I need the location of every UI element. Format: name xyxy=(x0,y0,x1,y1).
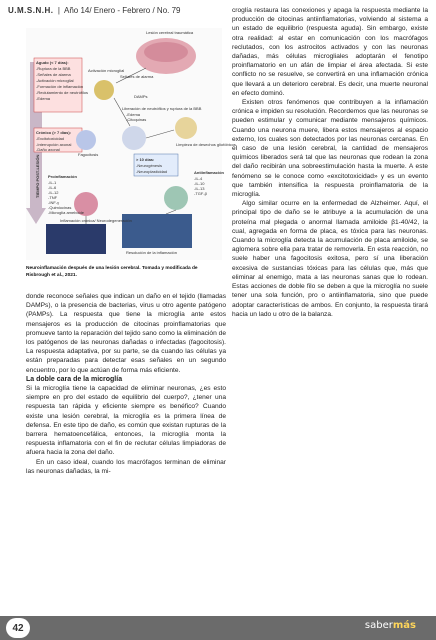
chronic-item: -Excitotoxicidad xyxy=(36,136,65,141)
phagocyte-icon xyxy=(76,130,96,150)
antiinflammation-item: -IL-4 xyxy=(194,176,203,181)
antiinflammation-item: -TGF-β xyxy=(194,191,207,196)
phagocytosis-label: Fagocitosis xyxy=(78,152,99,157)
proinflammation-item: -Microglia ameboide xyxy=(48,210,85,215)
mid-sub: -Edema xyxy=(126,112,141,117)
left-paragraph-2: Si la microglía tiene la capacidad de eliminar neuronas, ¿es esto siempre en pro del estado de equilibrio del cuerpo?, ¿tener una respuesta tan rápida y eficiente siempre es benéfico? Cuando existe una lesión cerebral, la microglía es la primera línea de defensa. En este tipo de daño, es común que existan rupturas de la barrera hematoencefálica, entonces, la microglía monta la respuesta inflamatoria con el fin de reclutar células limpiadoras de afuera hacia la zona del daño. xyxy=(26,385,226,457)
chronic-title: Crónico (> 7 días): xyxy=(36,130,72,135)
activation-label: Activación microglial xyxy=(88,68,125,73)
page-header: U.M.S.N.H. | Año 14/ Enero - Febrero / No. 79 xyxy=(8,6,181,15)
right-paragraph-2: Existen otros fenómenos que contribuyen a la inflamación crónica e impiden su resolución. Recordemos que las neuronas se pueden estimular y comunicar mediante mensajeros químicos. Cuando una neurona muere, libera estos mensajeros al espacio externo, los cuales son detectados por las neuronas cercanas. En el caso de una lesión cerebral, la cantidad de mensajeros químicos liberados será tal que las neuronas que rodean la zona del daño recibirán una sobreestimulación hasta la muerte. A este fenómeno se le conoce como «excitotoxicidad» y es un evento que también intensifica la respuesta proinflamatoria de la microglía. xyxy=(232,99,428,199)
cleanup-icon xyxy=(175,117,197,139)
left-paragraph-3: En un caso ideal, cuando los macrófagos terminan de eliminar las neuronas dañadas, la mi- xyxy=(26,458,226,475)
microglia-cell-icon xyxy=(94,80,114,100)
neutrophil-icon xyxy=(122,126,146,150)
proinflammation-item: -IL-1 xyxy=(48,180,57,185)
left-paragraph-1: donde reconoce señales que indican un daño en el tejido (llamadas DAMPs), o la presencia de bacterias, virus u otro agente patógeno (PAMPs). La respuesta que tiene la microglía ante estos mensajeros es la producción de citocinas proinflamatorias que promueve tanto la reparación del tejido sano como la eliminación de los patógenos de las neuronas dañadas o infectadas (fagocitosis). La respuesta adaptativa, por su parte, se da cuando las células ya están preparadas para detectar esas señales en un segundo encuentro, por lo que actúan de forma más eficiente. xyxy=(26,293,226,374)
timeline-axis-label: TIEMPO POST-LESIÓN xyxy=(35,154,40,198)
antiinflammation-item: -IL-10 xyxy=(194,181,205,186)
acute-item: -Edema xyxy=(36,96,51,101)
acute-item: -Señales de alarma xyxy=(36,72,71,77)
acute-item: -Activación microglial xyxy=(36,78,74,83)
acute-item: -Reclutamiento de neutrófilos xyxy=(36,90,89,95)
proinflammation-item: -TNF xyxy=(48,195,58,200)
acute-title: Agudo (< 7 días): xyxy=(36,60,69,65)
section-heading: La doble cara de la microglía xyxy=(26,375,123,383)
magazine-logo xyxy=(365,620,416,631)
antiinflammatory-cell-icon xyxy=(164,186,188,210)
chronic-inflammation-label: Inflamación crónica/ Neurodegeneración xyxy=(60,218,132,223)
mid-text: Liberación de neutrófilos y ruptura de la BBB xyxy=(122,106,202,111)
logo-accent: más xyxy=(392,620,416,631)
brain-lobe xyxy=(144,42,188,62)
issue-info: Año 14/ Enero - Febrero / No. 79 xyxy=(63,6,181,15)
late-item: -Neurogénesis xyxy=(136,163,163,168)
chronic-micrograph xyxy=(46,224,106,254)
late-title: > 10 días: xyxy=(136,157,155,162)
figure-diagram xyxy=(26,28,236,260)
chronic-item: -Daño axonal xyxy=(36,147,60,152)
proinflammation-item: -Quimiocinas xyxy=(48,205,72,210)
acute-item: -Formación de inflamación xyxy=(36,84,84,89)
antiinflammation-item: -IL-13 xyxy=(194,186,205,191)
proinflammation-item: -INF-γ xyxy=(48,200,60,205)
proinflammation-item: -IL-12 xyxy=(48,190,59,195)
alarm-label: Señales de alarma xyxy=(120,74,154,79)
mid-sub: -Citoquinas xyxy=(126,117,147,122)
resolution-micrograph xyxy=(122,214,192,248)
antiinflammation-title: Antiinflamación xyxy=(194,170,225,175)
right-paragraph-1: croglía restaura las conexiones y apaga la respuesta mediante la producción de citocinas antiinflamatorias, volviendo al sistema a un estado de equilibrio (respuesta aguda). Sin embargo, existe otra realidad: al estar en comunicación con los macrófagos reclutados, con los astrocitos activados y con las neuronas dañadas, más células microgliales adoptarán el fenotipo proinflamatorio en un afán de limpiar el área afectada. Si este conflicto no se resuelve, se convertirá en una inflamación crónica que llevará a un deterioro cerebral. Es decir, una muerte neuronal en efecto dominó. xyxy=(232,7,428,97)
acute-item: -Ruptura de la BBB xyxy=(36,66,71,71)
late-item: -Neuroplasticidad xyxy=(136,169,168,174)
neuroinflammation-figure xyxy=(26,28,236,260)
proinflammation-item: -IL-6 xyxy=(48,185,57,190)
right-paragraph-3: Algo similar ocurre en la enfermedad de Alzheimer. Aquí, el principal tipo de daño se le atribuye a la acumulación de una proteína mal plegada o anormal llamada amiloide β1-40/42, la cual, agregada en forma de placa, es tóxica para las neuronas. Cuando la microglía detecta la acumulación de placa amiloide, se aglomera sobre ella para tratar de removerla. En esta reacción, no suele haber una fagocitosis exitosa, pero sí una liberación excesiva de sustancias tóxicas para las células que, más que eliminar al enemigo, mata a las neuronas sanas que lo rodean. Estas acciones de doble filo se deben a que la microglía no suele tener una sola función, pro o antiinflamatoria, sino que puede adoptar características de ambos. En conjunto, la respuesta tirará hacia un lado u otro de la balanza. xyxy=(232,200,428,318)
chronic-item: -Interrupción axonal xyxy=(36,142,72,147)
institution-name: U.M.S.N.H. xyxy=(8,6,54,15)
page-number: 42 xyxy=(6,618,30,638)
damps-label: DAMPs xyxy=(134,94,148,99)
figure-caption: Neuroinflamación después de una lesión cerebral. Tomada y modificada de Risbrough et al., 2021. xyxy=(26,266,198,278)
resolution-label: Resolución de la inflamación xyxy=(126,250,177,255)
cleanup-label: Limpieza de desechos gliofóbicos xyxy=(176,142,236,147)
proinflammation-title: Proinflamación xyxy=(48,174,77,179)
left-column xyxy=(26,292,226,476)
figure-title: Lesión cerebral traumática xyxy=(146,30,194,35)
logo-main: saber xyxy=(364,620,393,631)
right-column xyxy=(232,6,428,319)
